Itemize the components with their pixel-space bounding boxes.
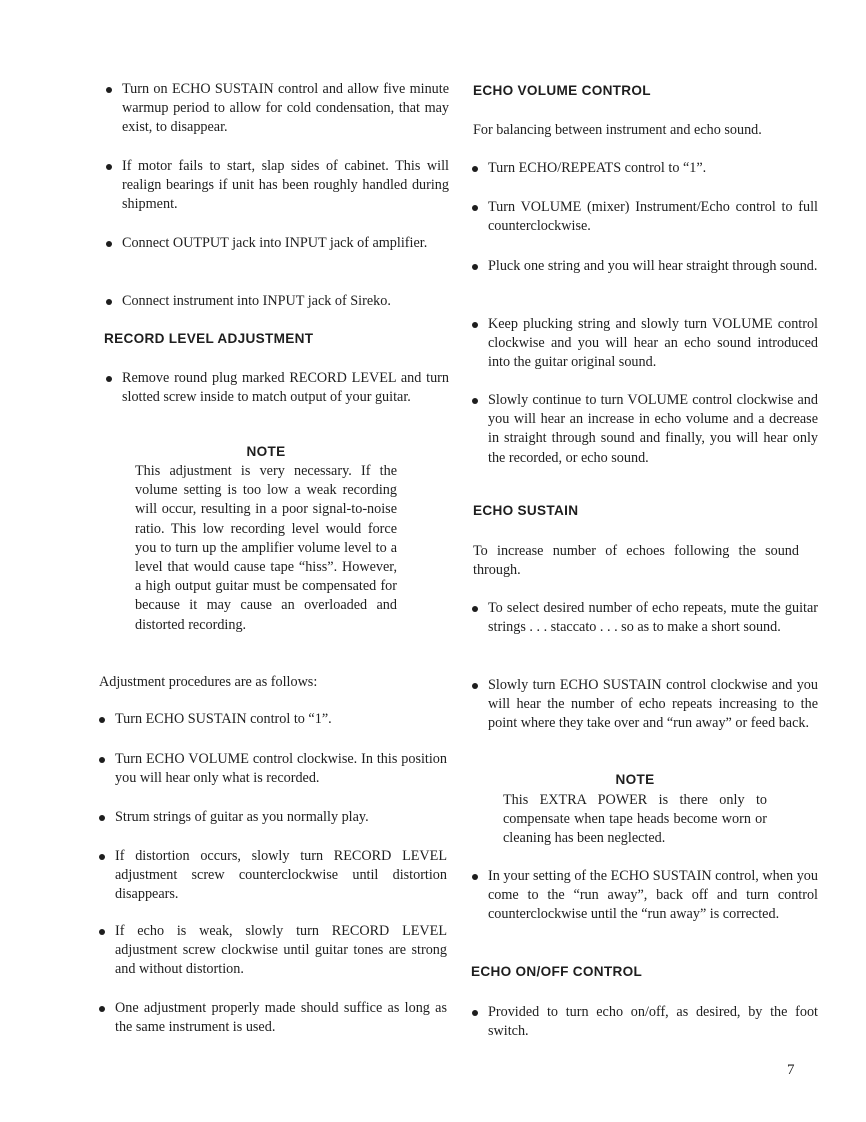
list-item: Turn VOLUME (mixer) Instrument/Echo control to full counterclockwise. <box>469 198 818 236</box>
section-intro: To increase number of echoes following the sound through. <box>473 543 799 579</box>
note-title: NOTE <box>615 772 655 787</box>
list-item: Turn ECHO VOLUME control clockwise. In this position you will hear only what is recorded. <box>96 750 447 788</box>
list-item: Provided to turn echo on/off, as desired, by the foot switch. <box>469 1003 818 1041</box>
list-item: Connect instrument into INPUT jack of Sireko. <box>103 292 449 311</box>
page-number: 7 <box>787 1062 795 1078</box>
list-item: To select desired number of echo repeats, mute the guitar strings . . . staccato . . . so as to make a short sound. <box>469 599 818 637</box>
list-item: Slowly continue to turn VOLUME control clockwise and you will hear an increase in echo volume and a decrease in straight through sound and finally, you will hear only the recorded, or echo sound. <box>469 391 818 468</box>
section-intro: For balancing between instrument and echo sound. <box>473 122 762 138</box>
note-title: NOTE <box>246 444 286 459</box>
list-item: Keep plucking string and slowly turn VOLUME control clockwise and you will hear an echo sound introduced into the guitar original sound. <box>469 315 818 373</box>
list-item: If echo is weak, slowly turn RECORD LEVEL adjustment screw clockwise until guitar tones are strong and without distortion. <box>96 922 447 980</box>
note-text: This EXTRA POWER is there only to compensate when tape heads become worn or cleaning has been neglected. <box>503 792 767 847</box>
list-item: Remove round plug marked RECORD LEVEL and turn slotted screw inside to match output of your guitar. <box>103 369 449 407</box>
note-text: This adjustment is very necessary. If the volume setting is too low a weak recording will occur, resulting in a poor signal-to-noise ratio. This low recording level would force you to turn up the amplifier volume level to a level that would cause tape “hiss”. However, a high output guitar must be compensated for because it may cause an overloaded and distorted recording. <box>135 463 397 633</box>
list-item: Turn ECHO/REPEATS control to “1”. <box>469 159 818 178</box>
list-item: If distortion occurs, slowly turn RECORD LEVEL adjustment screw counterclockwise until distortion disappears. <box>96 847 447 905</box>
section-heading-echo-volume: ECHO VOLUME CONTROL <box>473 83 651 98</box>
list-item: Pluck one string and you will hear straight through sound. <box>469 257 818 276</box>
section-heading-record-level: RECORD LEVEL ADJUSTMENT <box>104 331 314 346</box>
section-heading-echo-on-off: ECHO ON/OFF CONTROL <box>471 964 643 979</box>
procedures-intro: Adjustment procedures are as follows: <box>99 674 318 690</box>
list-item: Strum strings of guitar as you normally play. <box>96 808 447 827</box>
list-item: If motor fails to start, slap sides of cabinet. This will realign bearings if unit has been roughly handled during shipment. <box>103 157 449 215</box>
section-heading-echo-sustain: ECHO SUSTAIN <box>473 503 579 518</box>
list-item: In your setting of the ECHO SUSTAIN control, when you come to the “run away”, back off and turn control counterclockwise until the “run away” is corrected. <box>469 867 818 925</box>
list-item: Turn ECHO SUSTAIN control to “1”. <box>96 710 447 729</box>
list-item: Connect OUTPUT jack into INPUT jack of amplifier. <box>103 234 449 253</box>
list-item: One adjustment properly made should suffice as long as the same instrument is used. <box>96 999 447 1037</box>
list-item: Slowly turn ECHO SUSTAIN control clockwise and you will hear the number of echo repeats increasing to the point where they take over and “run away” or feed back. <box>469 676 818 734</box>
list-item: Turn on ECHO SUSTAIN control and allow five minute warmup period to allow for cold condensation, that may exist, to disappear. <box>103 80 449 138</box>
